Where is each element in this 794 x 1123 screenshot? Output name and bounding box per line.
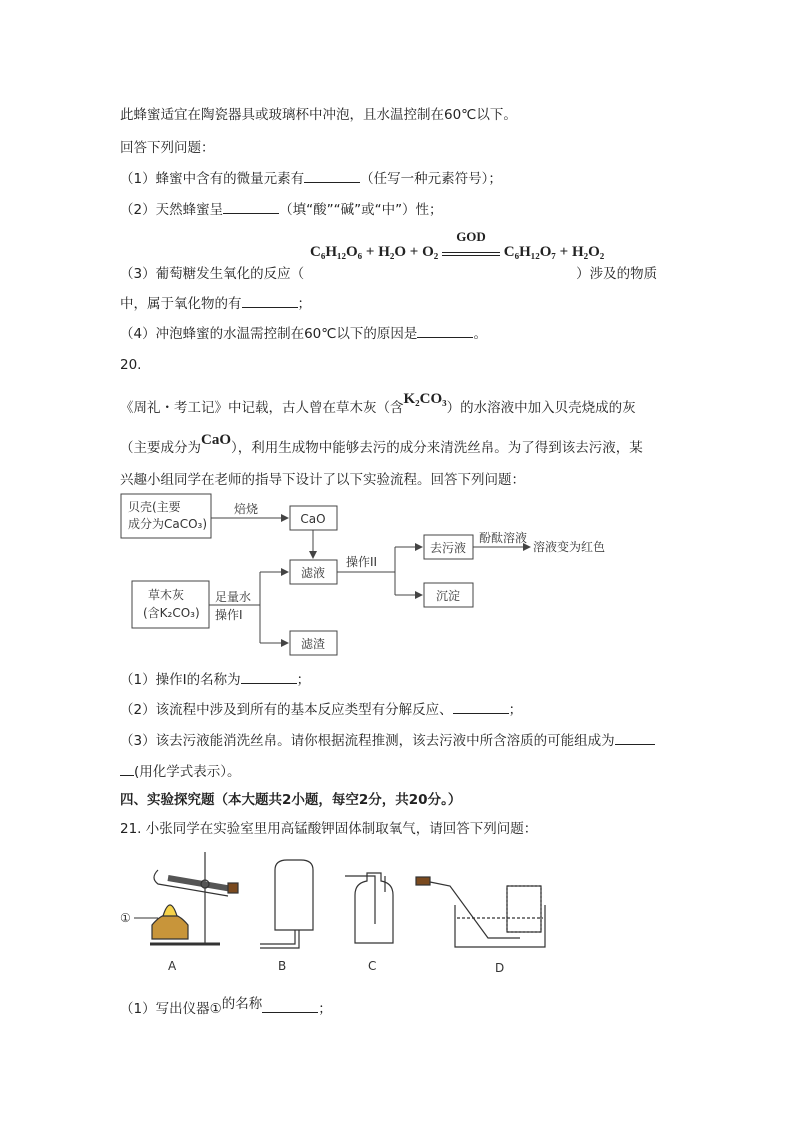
- detergent-label: 去污液: [429, 541, 467, 555]
- apparatus-a: [150, 852, 238, 944]
- label-d: D: [495, 961, 505, 975]
- equation-condition: GOD: [456, 229, 486, 244]
- apparatus-c: [345, 873, 393, 943]
- q20-part1: [120, 668, 310, 688]
- q19-part1-text-a: （1）蜂蜜中含有的微量元素有: [120, 171, 305, 187]
- q20-line2-text-b: ），利用生成物中能够去污的成分来清洗丝帛。为了得到该去污液，某: [231, 440, 643, 456]
- q20-part1-text-b: ；: [296, 672, 311, 688]
- op1-label: 操作I: [215, 608, 243, 622]
- precipitate-label: 沉淀: [435, 589, 461, 603]
- marker-1: ①: [120, 911, 131, 925]
- residue-label: 滤渣: [300, 637, 326, 651]
- q20-part2-text-b: ；: [508, 702, 523, 718]
- q20-line3: 兴趣小组同学在老师的指导下设计了以下实验流程。回答下列问题：: [120, 472, 525, 488]
- shell-label-2: 成分为CaCO₃): [128, 517, 208, 531]
- label-b: B: [278, 959, 287, 973]
- q20-number: 20.: [120, 357, 142, 373]
- label-c: C: [368, 959, 377, 973]
- shell-label-1: 贝壳(主要: [128, 500, 181, 514]
- q20-part3: [120, 729, 655, 749]
- answer-blank[interactable]: [615, 730, 655, 745]
- q20-part2: [120, 698, 522, 718]
- q20-part1-text-a: （1）操作I的名称为: [120, 672, 241, 688]
- water-label: 足量水: [215, 590, 252, 604]
- q21-part1: [120, 997, 332, 1017]
- q19-intro: 此蜂蜜适宜在陶瓷器具或玻璃杯中冲泡，且水温控制在60℃以下。: [120, 107, 517, 123]
- q19-part2-text-a: （2）天然蜂蜜呈: [120, 202, 224, 218]
- answer-blank[interactable]: [120, 761, 134, 776]
- ash-label-1: 草木灰: [148, 588, 185, 602]
- q20-part3-text-b: (用化学式表示）。: [134, 764, 241, 780]
- formula-cao: CaO: [201, 432, 231, 448]
- q20-part3-text-a: （3）该去污液能消洗丝帛。请你根据流程推测，该去污液中所含溶质的可能组成为: [120, 733, 615, 749]
- result-label: 溶液变为红色: [533, 540, 606, 554]
- q20-part3-cont: [120, 760, 241, 780]
- formula-k2co3: K₂CO₃: [403, 391, 447, 407]
- apparatus-b: [260, 860, 313, 948]
- cao-label: CaO: [300, 512, 326, 526]
- q19-part3-text-d: ；: [297, 296, 311, 312]
- label-a: A: [168, 959, 177, 973]
- section-heading: 四、实验探究题（本大题共2小题，每空2分，共20分。）: [120, 792, 462, 808]
- q21-stem: 21. 小张同学在实验室里用高锰酸钾固体制取氧气，请回答下列问题：: [120, 821, 538, 837]
- q20-line2-text-a: （主要成分为: [120, 440, 201, 456]
- equation-reactants: C₆H₁₂O₆ + H₂O + O₂: [310, 244, 439, 260]
- q21-part1-text-a: （1）写出仪器: [120, 1001, 210, 1017]
- answer-blank[interactable]: [453, 699, 509, 714]
- calcine-label: 焙烧: [234, 502, 259, 516]
- q20-part2-text-a: （2）该流程中涉及到所有的基本反应类型有分解反应、: [120, 702, 453, 718]
- ash-label-2: (含K₂CO₃): [143, 606, 200, 620]
- op2-label: 操作II: [346, 555, 378, 569]
- q19-part2-text-b: （填“酸”“碱”或“中”）性；: [279, 202, 443, 218]
- q19-part3-text-b: ）涉及的物质: [576, 266, 658, 282]
- q19-part1-text-b: （任写一种元素符号）；: [360, 171, 502, 187]
- filtrate-label: 滤液: [300, 566, 326, 580]
- q20-line1-text-b: ）的水溶液中加入贝壳烧成的灰: [446, 400, 636, 416]
- q19-part3-text-a: （3）葡萄糖发生氧化的反应（: [120, 266, 305, 282]
- q21-part1-text-c: ；: [318, 1001, 332, 1017]
- q19-part4-text-b: 。: [473, 326, 487, 342]
- answer-blank[interactable]: [241, 669, 297, 684]
- q21-part1-marker: ①: [209, 1001, 222, 1017]
- phenol-label: 酚酞溶液: [479, 531, 528, 545]
- q20-line1-text-a: 《周礼・考工记》中记载，古人曾在草木灰（含: [120, 400, 404, 416]
- equation-products: C₆H₁₂O₇ + H₂O₂: [503, 244, 605, 260]
- q21-part1-text-b: 的名称: [221, 996, 263, 1012]
- q19-prompt: 回答下列问题：: [120, 140, 215, 156]
- q19-part3-text-c: 中，属于氧化物的有: [120, 296, 242, 312]
- answer-blank[interactable]: [262, 998, 318, 1013]
- apparatus-d: [416, 877, 545, 947]
- q19-part4-text-a: （4）冲泡蜂蜜的水温需控制在60℃以下的原因是: [120, 326, 418, 342]
